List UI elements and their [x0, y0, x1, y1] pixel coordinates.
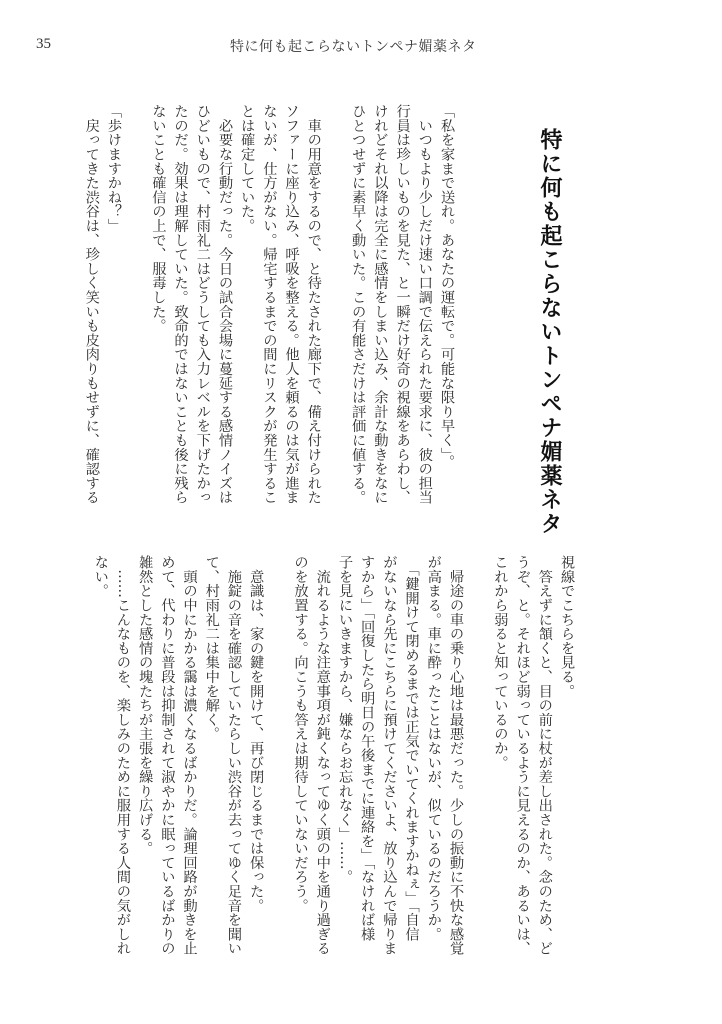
running-title: 特に何も起こらないトンペナ媚薬ネタ — [230, 39, 477, 55]
text-line: 雑然とした感情の塊たちが主張を繰り広げる。 — [137, 555, 154, 856]
text-line: ないことも確信の上で、服毒した。 — [150, 104, 167, 333]
text-line: ソファーに座り込み、呼吸を整える。他人を頼るのは気が進ま — [283, 104, 300, 505]
text-line: けれどそれ以降は完全に感情をしまい込み、余計な動きをなに — [372, 104, 389, 505]
text-line: 行員は珍しいものを見た、と一瞬だけ好奇の視線をあらわし、 — [394, 104, 411, 505]
text-line: ない。 — [92, 555, 109, 598]
text-line: 頭の中にかかる靄は濃くなるばかりだ。論理回路が動きを止 — [181, 555, 198, 956]
text-line: て、村雨礼二は集中を解く。 — [203, 555, 220, 741]
blank-line — [467, 555, 489, 957]
text-line: ……こんなものを、楽しみのために服用する人間の気がしれ — [114, 555, 131, 956]
text-line: いつもより少しだけ速い口調で伝えられた要求に、彼の担当 — [416, 104, 433, 505]
text-line: 流れるような注意事項が鈍くなってゆく頭の中を通り過ぎる — [314, 555, 331, 956]
text-line: が高まる。車に酔ったことはないが、似ているのだろうか。 — [425, 555, 442, 942]
text-line: 必要な行動だった。今日の試合会場に蔓延する感情ノイズは — [216, 104, 233, 505]
text-line: ないが、仕方がない。帰宅するまでの間にリスクが発生するこ — [261, 104, 278, 505]
body-text-bottom — [90, 555, 578, 957]
text-line: とは確定していた。 — [239, 104, 256, 233]
text-line: 施錠の音を確認していたらしい渋谷が去ってゆく足音を聞い — [225, 555, 242, 956]
blank-line — [125, 104, 147, 506]
text-line: 「歩けますかね？」 — [105, 104, 122, 233]
text-line: 「私を家まで送れ。あなたの運転で。可能な限り早く」。 — [439, 104, 455, 469]
page-number: 35 — [36, 36, 51, 52]
text-line: 帰途の車の乗り心地は最悪だった。少しの振動に不快な感覚 — [447, 555, 464, 956]
text-line: すから」「回復したら明日の午後までに連絡を」「なければ様 — [359, 555, 376, 942]
blank-line — [267, 555, 289, 957]
text-line: 子を見にいきますから、嫌ならお忘れなく」……。 — [336, 555, 353, 884]
text-line: これから弱ると知っているのか。 — [492, 555, 509, 770]
text-line: 答えずに頷くと、目の前に杖が差し出された。念のため、ど — [536, 555, 553, 956]
text-line: 視線でこちらを見る。 — [559, 555, 575, 698]
text-line: たのだ。効果は理解していた。致命的ではないことも後に残ら — [172, 104, 189, 505]
text-line: 戻ってきた渋谷は、珍しく笑いも皮肉りもせずに、確認する — [83, 104, 100, 505]
text-line: めて、代わりに普段は抑制されて淑やかに眠っているばかりの — [159, 555, 176, 956]
text-line: がないなら先にこちらに預けてくださいよ、放り込んで帰りま — [381, 555, 398, 956]
text-line: ひどいもので、村雨礼二はどうしても入力レベルを下げたかっ — [194, 104, 211, 505]
text-line: うぞ、と。それほど弱っているように見えるのか、あるいは、 — [514, 555, 531, 956]
story-title: 特に何も起こらないトンペナ媚薬ネタ — [537, 128, 562, 536]
text-line: のを放置する。向こうも答えは期待していないだろう。 — [292, 555, 309, 913]
text-line: 車の用意をするので、と待たされた廊下で、備え付けられた — [305, 104, 322, 505]
text-line: 意識は、家の鍵を開けて、再び閉じるまでは保った。 — [248, 555, 265, 913]
text-line: ひとつせずに素早く動いた。この有能さだけは評価に値する。 — [350, 104, 367, 505]
blank-line — [325, 104, 347, 506]
text-line: 「鍵開けて閉めるまでは正気でいてくれますかねぇ」「自信 — [403, 555, 420, 942]
body-text-top — [81, 104, 458, 506]
